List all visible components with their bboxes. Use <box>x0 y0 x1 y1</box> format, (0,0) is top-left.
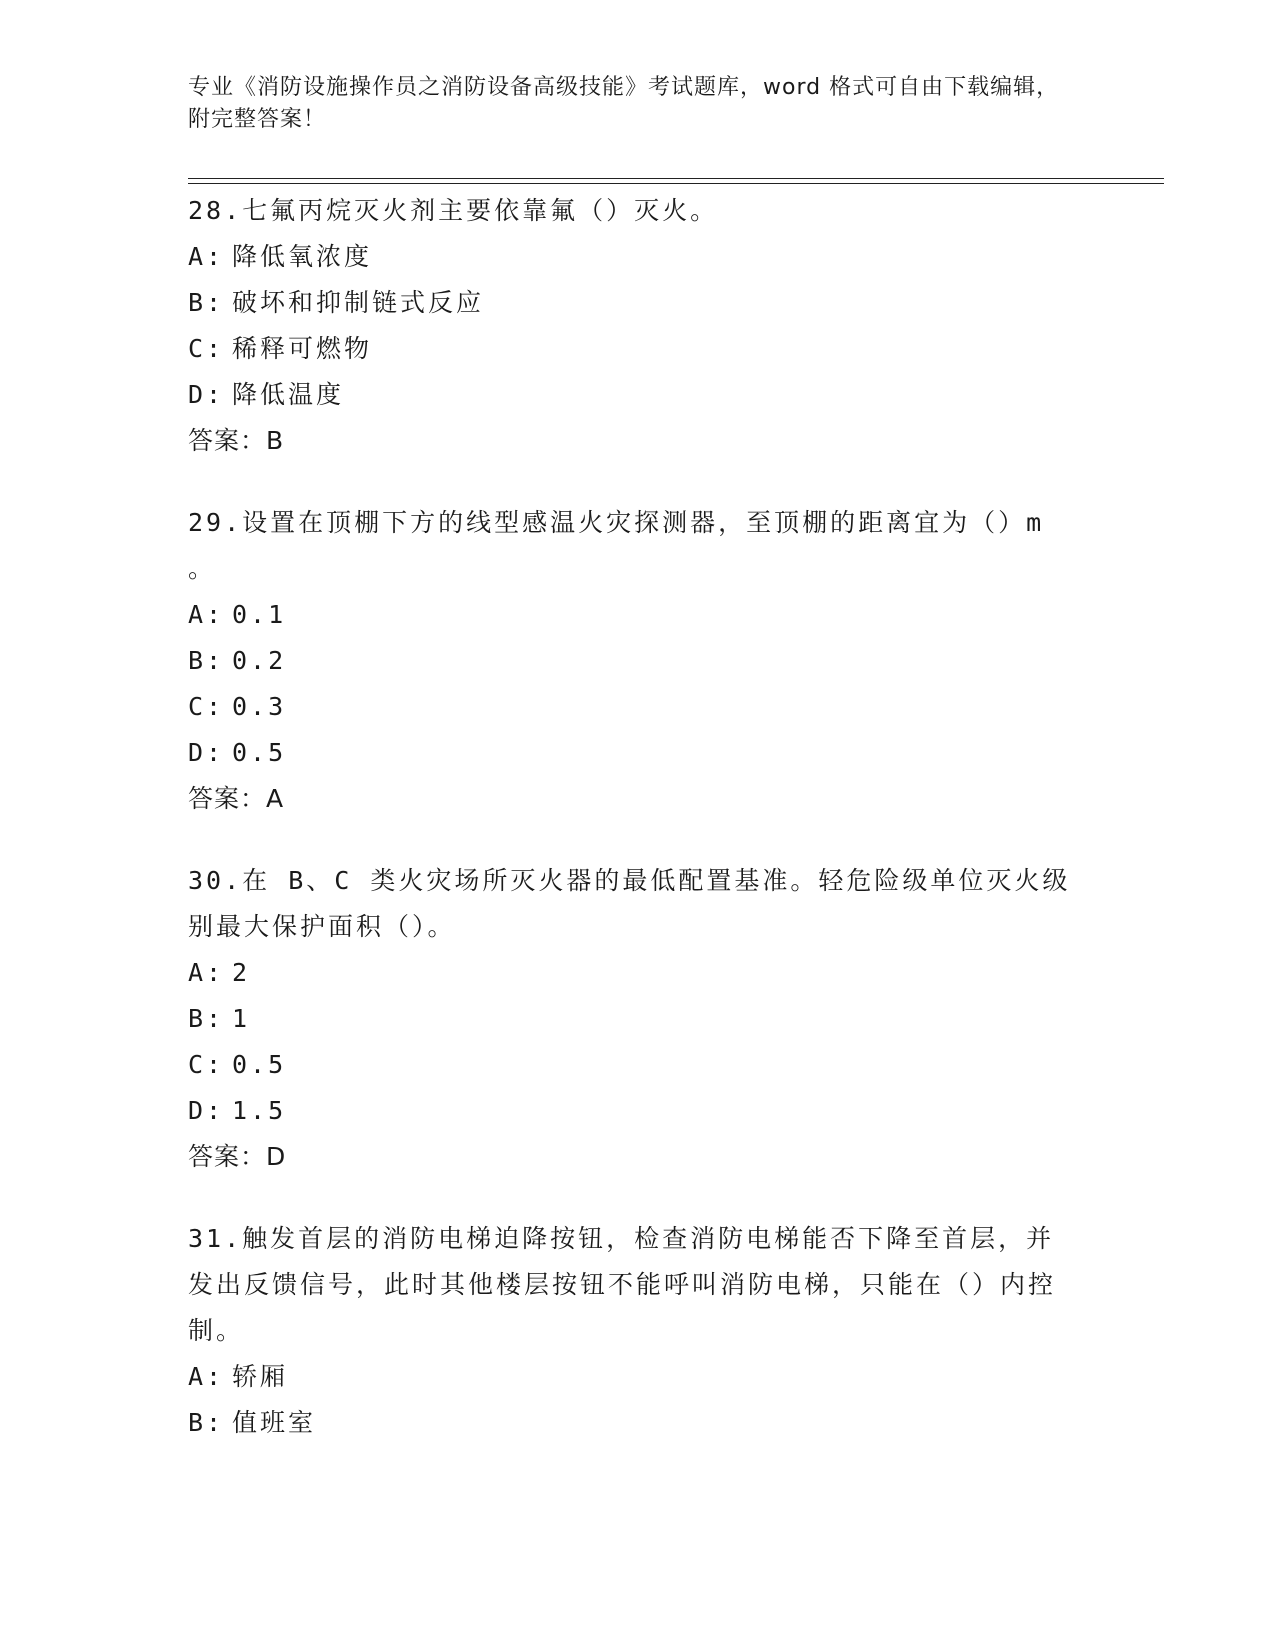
question-31 <box>188 1216 1088 1446</box>
option-text: 0.2 <box>232 646 287 675</box>
option-label: C: <box>188 692 225 721</box>
question-stem: 31.触发首层的消防电梯迫降按钮，检查消防电梯能否下降至首层，并发出反馈信号，此时其他楼层按钮不能呼叫消防电梯，只能在（）内控制。 <box>188 1224 1057 1345</box>
option-label: D: <box>188 380 225 409</box>
option-text: 1 <box>232 1004 251 1033</box>
option-text: 稀释可燃物 <box>232 334 373 363</box>
option-a <box>188 592 1088 638</box>
document-header: 专业《消防设施操作员之消防设备高级技能》考试题库，word 格式可自由下载编辑，附完整答案！ <box>188 75 1060 132</box>
option-a <box>188 1354 1088 1400</box>
option-text: 2 <box>232 958 251 987</box>
option-d <box>188 372 1088 418</box>
option-label: A: <box>188 1362 225 1391</box>
option-text: 降低氧浓度 <box>232 242 373 271</box>
option-label: A: <box>188 242 225 271</box>
option-text: 0.1 <box>232 600 287 629</box>
header-divider-top <box>188 178 1164 179</box>
option-label: B: <box>188 1408 225 1437</box>
question-stem: 29.设置在顶棚下方的线型感温火灾探测器，至顶棚的距离宜为（）m 。 <box>188 508 1045 583</box>
question-30 <box>188 858 1088 1180</box>
option-label: D: <box>188 738 225 767</box>
option-d <box>188 1088 1088 1134</box>
option-text: 0.3 <box>232 692 287 721</box>
question-list <box>188 188 1088 1482</box>
option-text: 0.5 <box>232 738 287 767</box>
option-a <box>188 234 1088 280</box>
option-text: 轿厢 <box>232 1362 289 1391</box>
option-c <box>188 326 1088 372</box>
option-text: 破坏和抑制链式反应 <box>232 288 485 317</box>
option-b <box>188 1400 1088 1446</box>
option-label: B: <box>188 1004 225 1033</box>
option-b <box>188 638 1088 684</box>
header-divider-bottom <box>188 183 1164 184</box>
question-28 <box>188 188 1088 464</box>
option-d <box>188 730 1088 776</box>
option-b <box>188 280 1088 326</box>
answer-line: 答案：D <box>188 1142 287 1171</box>
answer-line: 答案：B <box>188 426 285 455</box>
question-stem: 30.在 B、C 类火灾场所灭火器的最低配置基准。轻危险级单位灭火级别最大保护面积（）。 <box>188 866 1071 941</box>
option-label: B: <box>188 646 225 675</box>
option-label: A: <box>188 958 225 987</box>
option-b <box>188 996 1088 1042</box>
answer-line: 答案：A <box>188 784 285 813</box>
option-text: 1.5 <box>232 1096 287 1125</box>
option-label: C: <box>188 1050 225 1079</box>
option-c <box>188 684 1088 730</box>
option-label: B: <box>188 288 225 317</box>
question-29 <box>188 500 1088 822</box>
option-a <box>188 950 1088 996</box>
option-text: 降低温度 <box>232 380 345 409</box>
option-text: 值班室 <box>232 1408 317 1437</box>
option-label: A: <box>188 600 225 629</box>
option-label: D: <box>188 1096 225 1125</box>
option-label: C: <box>188 334 225 363</box>
question-stem: 28.七氟丙烷灭火剂主要依靠氟（）灭火。 <box>188 196 719 225</box>
option-c <box>188 1042 1088 1088</box>
option-text: 0.5 <box>232 1050 287 1079</box>
